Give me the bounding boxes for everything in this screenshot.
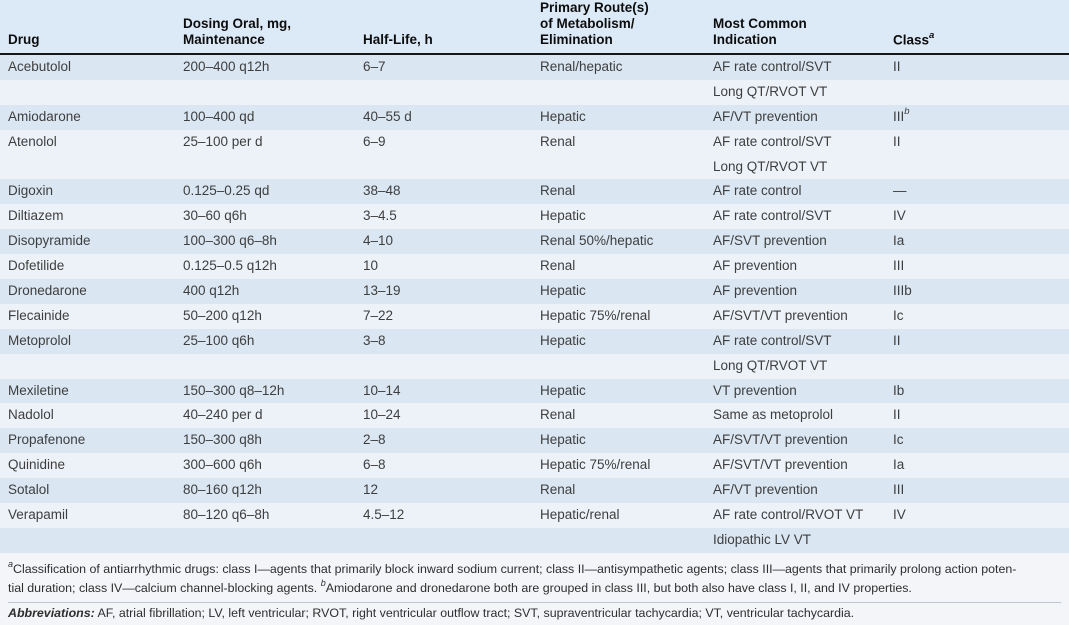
cell-dosing: 50–200 q12h bbox=[183, 307, 262, 323]
cell-half-life: 40–55 d bbox=[363, 108, 412, 124]
cell-route: Hepatic bbox=[540, 283, 586, 299]
cell-dosing bbox=[175, 354, 355, 379]
cell-class: Ib bbox=[893, 382, 905, 398]
table-row bbox=[0, 453, 1069, 478]
cell-drug bbox=[0, 155, 175, 180]
cell-dosing: 0.125–0.25 qd bbox=[183, 183, 270, 199]
cell-drug: Verapamil bbox=[8, 507, 69, 523]
abbreviations-bar bbox=[8, 602, 1061, 625]
cell-half-life bbox=[355, 80, 532, 105]
cell-indication: AF rate control/SVT bbox=[713, 332, 832, 348]
table-row bbox=[0, 329, 1069, 354]
cell-drug: Flecainide bbox=[8, 307, 70, 323]
column-header-drug: Drug bbox=[8, 32, 40, 47]
cell-indication: Long QT/RVOT VT bbox=[713, 158, 828, 174]
table-row bbox=[0, 304, 1069, 329]
cell-route: Hepatic bbox=[540, 332, 586, 348]
table-row bbox=[0, 403, 1069, 428]
cell-class: II bbox=[893, 133, 901, 149]
cell-class bbox=[885, 354, 1069, 379]
cell-half-life: 38–48 bbox=[363, 183, 401, 199]
table-header bbox=[0, 0, 1069, 55]
cell-dosing: 0.125–0.5 q12h bbox=[183, 258, 277, 274]
cell-drug: Digoxin bbox=[8, 183, 54, 199]
cell-class: III bbox=[893, 258, 905, 274]
cell-drug: Quinidine bbox=[8, 457, 66, 473]
cell-drug: Dofetilide bbox=[8, 258, 65, 274]
cell-drug: Amiodarone bbox=[8, 108, 81, 124]
cell-indication: AF prevention bbox=[713, 283, 798, 299]
footnote-marker-b: b bbox=[320, 578, 326, 589]
cell-dosing: 300–600 q6h bbox=[183, 457, 262, 473]
cell-half-life: 4.5–12 bbox=[363, 507, 405, 523]
cell-dosing: 80–120 q6–8h bbox=[183, 507, 270, 523]
cell-drug: Dronedarone bbox=[8, 283, 87, 299]
footnote-text: tial duration; class IV—calcium channel-blocking agents. bbox=[8, 581, 321, 596]
table-row bbox=[0, 130, 1069, 155]
abbreviations-label: Abbreviations: bbox=[8, 605, 95, 620]
table-row bbox=[0, 254, 1069, 279]
cell-route bbox=[532, 354, 705, 379]
column-header-route: Primary Route(s) of Metabolism/ Elimination bbox=[540, 0, 649, 47]
cell-dosing: 100–400 qd bbox=[183, 108, 255, 124]
cell-drug: Sotalol bbox=[8, 482, 50, 498]
cell-half-life: 12 bbox=[363, 482, 379, 498]
cell-half-life: 3–4.5 bbox=[363, 208, 397, 224]
column-header-dosing: Dosing Oral, mg, Maintenance bbox=[183, 16, 292, 47]
cell-indication: AF rate control/SVT bbox=[713, 133, 832, 149]
cell-drug: Propafenone bbox=[8, 432, 86, 448]
cell-indication: AF rate control/RVOT VT bbox=[713, 507, 864, 523]
footnote-marker-a: a bbox=[8, 558, 14, 569]
cell-dosing bbox=[175, 80, 355, 105]
cell-route: Renal bbox=[540, 482, 576, 498]
cell-drug bbox=[0, 528, 175, 553]
footnote-text: Classification of antiarrhythmic drugs: class I—agents that primarily block inward sodium current; class II—antisympathetic agents; class III—agents that primarily prolong action poten- bbox=[13, 561, 1017, 576]
cell-drug bbox=[0, 80, 175, 105]
cell-dosing bbox=[175, 155, 355, 180]
cell-half-life bbox=[355, 354, 532, 379]
cell-route: Renal bbox=[540, 258, 576, 274]
cell-route: Hepatic bbox=[540, 108, 586, 124]
cell-indication: AF/SVT/VT prevention bbox=[713, 432, 848, 448]
cell-class: IIIb bbox=[893, 283, 912, 299]
cell-indication: Idiopathic LV VT bbox=[713, 531, 812, 547]
abbreviations-text: AF, atrial fibrillation; LV, left ventricular; RVOT, right ventricular outflow tract; SVT, supraventricular tachycardia; VT, ventricular tachycardia. bbox=[94, 605, 855, 620]
cell-dosing: 40–240 per d bbox=[183, 407, 263, 423]
table-row-continuation bbox=[0, 528, 1069, 553]
cell-indication: AF rate control bbox=[713, 183, 802, 199]
cell-route: Hepatic bbox=[540, 432, 586, 448]
footnote-classification-line2 bbox=[8, 577, 1061, 596]
cell-indication: AF/SVT/VT prevention bbox=[713, 307, 848, 323]
cell-route: Hepatic 75%/renal bbox=[540, 307, 651, 323]
cell-indication: AF/VT prevention bbox=[713, 108, 818, 124]
cell-drug: Diltiazem bbox=[8, 208, 64, 224]
cell-half-life: 3–8 bbox=[363, 332, 386, 348]
cell-half-life: 6–9 bbox=[363, 133, 386, 149]
column-header-class: Class$^a$ bbox=[893, 29, 935, 47]
cell-indication: VT prevention bbox=[713, 382, 797, 398]
cell-half-life: 6–8 bbox=[363, 457, 386, 473]
footnote-classification-line1 bbox=[8, 558, 1061, 577]
cell-indication: AF rate control/SVT bbox=[713, 59, 832, 74]
cell-indication: AF rate control/SVT bbox=[713, 208, 832, 224]
cell-indication: Long QT/RVOT VT bbox=[713, 357, 828, 373]
cell-drug: Metoprolol bbox=[8, 332, 72, 348]
cell-half-life bbox=[355, 528, 532, 553]
cell-class: Ia bbox=[893, 233, 905, 249]
cell-dosing: 30–60 q6h bbox=[183, 208, 247, 224]
cell-indication: Long QT/RVOT VT bbox=[713, 83, 828, 99]
cell-class: Ic bbox=[893, 307, 904, 323]
cell-route bbox=[532, 80, 705, 105]
cell-indication: AF/SVT prevention bbox=[713, 233, 827, 249]
cell-route: Renal bbox=[540, 183, 576, 199]
cell-drug: Disopyramide bbox=[8, 233, 91, 249]
cell-half-life: 6–7 bbox=[363, 59, 386, 74]
table-row bbox=[0, 204, 1069, 229]
cell-class: II bbox=[893, 407, 901, 423]
cell-class bbox=[885, 528, 1069, 553]
table-row bbox=[0, 55, 1069, 80]
cell-route: Hepatic bbox=[540, 382, 586, 398]
cell-drug: Nadolol bbox=[8, 407, 54, 423]
table-body bbox=[0, 55, 1069, 553]
cell-class: Ic bbox=[893, 432, 904, 448]
table-row-continuation bbox=[0, 155, 1069, 180]
cell-half-life: 10–14 bbox=[363, 382, 401, 398]
cell-route: Hepatic/renal bbox=[540, 507, 620, 523]
cell-class: III$^b$ bbox=[893, 106, 910, 124]
table-row bbox=[0, 428, 1069, 453]
cell-dosing: 80–160 q12h bbox=[183, 482, 262, 498]
cell-dosing: 25–100 per d bbox=[183, 133, 263, 149]
cell-class bbox=[885, 155, 1069, 180]
cell-indication: AF prevention bbox=[713, 258, 798, 274]
table-row bbox=[0, 478, 1069, 503]
cell-class bbox=[885, 80, 1069, 105]
cell-class: III bbox=[893, 482, 905, 498]
cell-half-life bbox=[355, 155, 532, 180]
footnotes bbox=[0, 553, 1069, 625]
cell-indication: Same as metoprolol bbox=[713, 407, 834, 423]
cell-dosing: 400 q12h bbox=[183, 283, 240, 299]
cell-class: II bbox=[893, 59, 901, 74]
cell-half-life: 13–19 bbox=[363, 283, 401, 299]
footnote-text: Amiodarone and dronedarone both are grouped in class III, but both also have class I, II, and IV properties. bbox=[325, 581, 912, 596]
cell-route: Renal bbox=[540, 133, 576, 149]
cell-route bbox=[532, 528, 705, 553]
cell-class: IV bbox=[893, 507, 906, 523]
cell-route: Renal/hepatic bbox=[540, 59, 623, 74]
cell-half-life: 10–24 bbox=[363, 407, 401, 423]
table-row bbox=[0, 179, 1069, 204]
cell-drug: Atenolol bbox=[8, 133, 57, 149]
cell-dosing: 150–300 q8h bbox=[183, 432, 262, 448]
cell-dosing bbox=[175, 528, 355, 553]
cell-dosing: 25–100 q6h bbox=[183, 332, 255, 348]
table-row bbox=[0, 105, 1069, 130]
cell-dosing: 200–400 q12h bbox=[183, 59, 270, 74]
cell-drug: Mexiletine bbox=[8, 382, 69, 398]
table-row bbox=[0, 379, 1069, 404]
cell-half-life: 10 bbox=[363, 258, 379, 274]
table-row bbox=[0, 229, 1069, 254]
cell-class: Ia bbox=[893, 457, 905, 473]
cell-drug: Acebutolol bbox=[8, 59, 72, 74]
cell-route: Renal 50%/hepatic bbox=[540, 233, 654, 249]
cell-half-life: 7–22 bbox=[363, 307, 394, 323]
cell-route: Renal bbox=[540, 407, 576, 423]
cell-class: IV bbox=[893, 208, 906, 224]
column-header-indication: Most Common Indication bbox=[713, 16, 807, 47]
table-row bbox=[0, 279, 1069, 304]
cell-class: II bbox=[893, 332, 901, 348]
table-row-continuation bbox=[0, 80, 1069, 105]
table-row bbox=[0, 503, 1069, 528]
cell-route: Hepatic bbox=[540, 208, 586, 224]
cell-route: Hepatic 75%/renal bbox=[540, 457, 651, 473]
table-row-continuation bbox=[0, 354, 1069, 379]
cell-drug bbox=[0, 354, 175, 379]
cell-dosing: 100–300 q6–8h bbox=[183, 233, 277, 249]
cell-route bbox=[532, 155, 705, 180]
column-header-half-life: Half-Life, h bbox=[363, 32, 433, 47]
cell-class: — bbox=[893, 183, 907, 199]
cell-indication: AF/VT prevention bbox=[713, 482, 818, 498]
cell-half-life: 4–10 bbox=[363, 233, 394, 249]
cell-dosing: 150–300 q8–12h bbox=[183, 382, 285, 398]
cell-half-life: 2–8 bbox=[363, 432, 386, 448]
cell-indication: AF/SVT/VT prevention bbox=[713, 457, 848, 473]
